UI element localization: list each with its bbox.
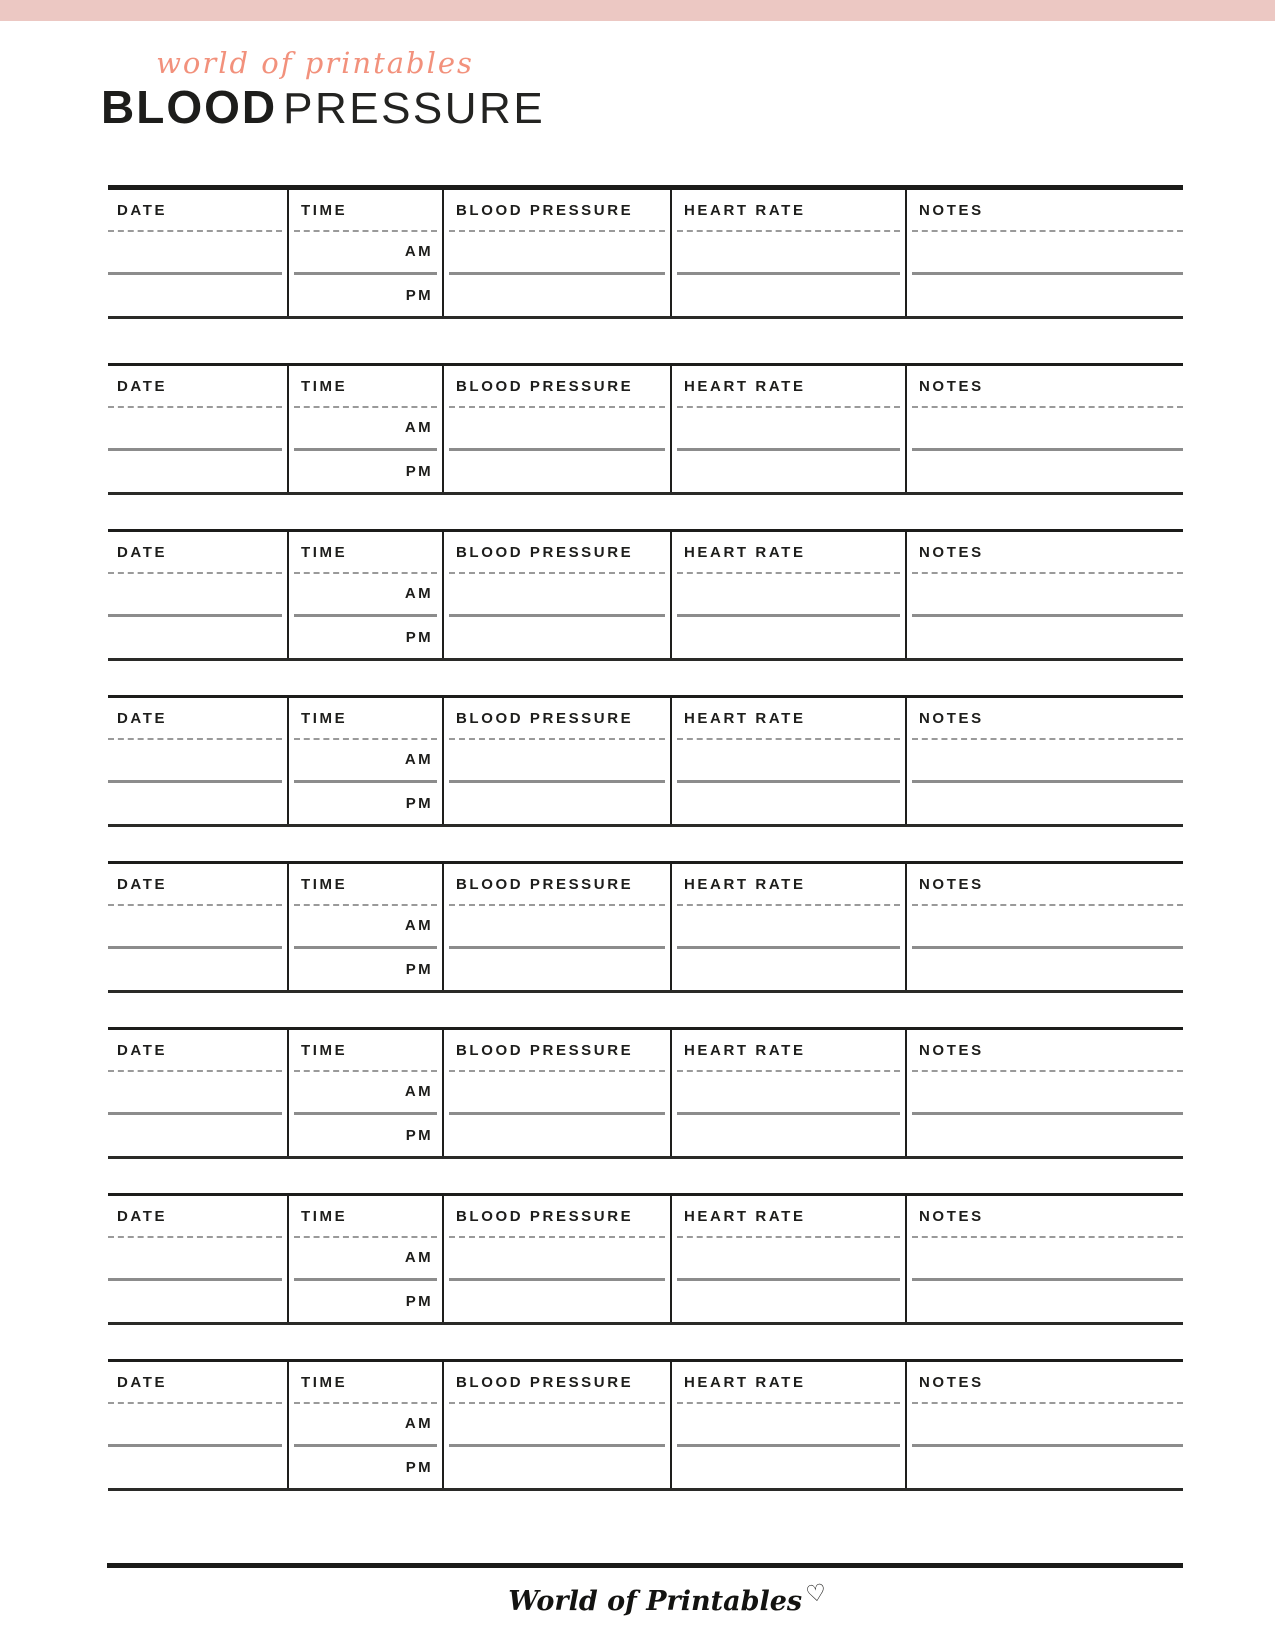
date-entry-cell <box>108 1115 287 1156</box>
heart-rate-header-cell <box>670 1362 905 1403</box>
page-title-bold: BLOOD <box>101 81 278 133</box>
pm-entry-row <box>108 783 1183 824</box>
notes-header-cell <box>905 698 1183 739</box>
am-entry-row <box>108 1403 1183 1447</box>
time-am-cell <box>287 739 442 783</box>
date-entry-cell <box>108 1071 287 1115</box>
date-header-cell <box>108 190 287 231</box>
heart-rate-header-cell <box>670 1196 905 1237</box>
column-header-row <box>108 1030 1183 1071</box>
notes-pm-entry-cell <box>905 949 1183 990</box>
am-entry-row <box>108 1237 1183 1281</box>
notes-header-cell <box>905 1196 1183 1237</box>
column-header-row <box>108 1196 1183 1237</box>
pm-label: PM <box>405 287 433 304</box>
blood-pressure-column-header: BLOOD PRESSURE <box>456 1042 634 1059</box>
date-header-cell <box>108 864 287 905</box>
time-header-cell <box>287 698 442 739</box>
heart-rate-header-cell <box>670 190 905 231</box>
heart-rate-column-header: HEART RATE <box>684 1208 806 1225</box>
bp-entry-block <box>108 1193 1183 1325</box>
bp-entry-block <box>108 1359 1183 1491</box>
notes-pm-entry-cell <box>905 275 1183 316</box>
page-title <box>101 81 546 136</box>
heart-rate-am-entry-cell <box>670 1403 905 1447</box>
blood-pressure-header-cell <box>442 1196 670 1237</box>
am-entry-row <box>108 739 1183 783</box>
time-header-cell <box>287 1196 442 1237</box>
blood-pressure-am-entry-cell <box>442 231 670 275</box>
heart-rate-column-header: HEART RATE <box>684 1374 806 1391</box>
date-entry-cell <box>108 617 287 658</box>
pm-entry-row <box>108 1281 1183 1322</box>
column-header-row <box>108 1362 1183 1403</box>
pm-label: PM <box>405 795 433 812</box>
date-column-header: DATE <box>117 1208 168 1225</box>
heart-rate-pm-entry-cell <box>670 783 905 824</box>
notes-column-header: NOTES <box>919 544 984 561</box>
time-am-cell <box>287 905 442 949</box>
date-column-header: DATE <box>117 710 168 727</box>
time-header-cell <box>287 864 442 905</box>
date-header-cell <box>108 698 287 739</box>
time-pm-cell <box>287 1281 442 1322</box>
date-header-cell <box>108 366 287 407</box>
notes-am-entry-cell <box>905 1071 1183 1115</box>
blood-pressure-am-entry-cell <box>442 1237 670 1281</box>
blood-pressure-header-cell <box>442 532 670 573</box>
am-entry-row <box>108 231 1183 275</box>
time-column-header: TIME <box>301 202 348 219</box>
date-column-header: DATE <box>117 1374 168 1391</box>
date-entry-cell <box>108 451 287 492</box>
date-entry-cell <box>108 739 287 783</box>
blood-pressure-column-header: BLOOD PRESSURE <box>456 1374 634 1391</box>
time-am-cell <box>287 573 442 617</box>
heart-rate-header-cell <box>670 532 905 573</box>
blood-pressure-pm-entry-cell <box>442 617 670 658</box>
am-label: AM <box>404 1082 433 1100</box>
time-column-header: TIME <box>301 876 348 893</box>
pm-entry-row <box>108 617 1183 658</box>
heart-rate-column-header: HEART RATE <box>684 544 806 561</box>
date-entry-cell <box>108 949 287 990</box>
blood-pressure-pm-entry-cell <box>442 783 670 824</box>
notes-column-header: NOTES <box>919 202 984 219</box>
heart-rate-header-cell <box>670 1030 905 1071</box>
notes-pm-entry-cell <box>905 617 1183 658</box>
time-column-header: TIME <box>301 1042 348 1059</box>
date-column-header: DATE <box>117 876 168 893</box>
time-am-cell <box>287 1403 442 1447</box>
blood-pressure-am-entry-cell <box>442 739 670 783</box>
blood-pressure-header-cell <box>442 698 670 739</box>
blood-pressure-header-cell <box>442 190 670 231</box>
time-pm-cell <box>287 617 442 658</box>
heart-icon: ♡ <box>804 1579 829 1609</box>
blood-pressure-column-header: BLOOD PRESSURE <box>456 710 634 727</box>
blood-pressure-column-header: BLOOD PRESSURE <box>456 378 634 395</box>
heart-rate-am-entry-cell <box>670 905 905 949</box>
date-header-cell <box>108 1362 287 1403</box>
time-header-cell <box>287 366 442 407</box>
notes-am-entry-cell <box>905 1403 1183 1447</box>
brand-script-text: world of printables <box>156 46 474 80</box>
blood-pressure-pm-entry-cell <box>442 275 670 316</box>
heart-rate-column-header: HEART RATE <box>684 710 806 727</box>
bp-entry-blocks-container <box>108 185 1183 1525</box>
heart-rate-am-entry-cell <box>670 739 905 783</box>
notes-header-cell <box>905 366 1183 407</box>
column-header-row <box>108 532 1183 573</box>
blood-pressure-header-cell <box>442 1362 670 1403</box>
time-column-header: TIME <box>301 544 348 561</box>
bp-entry-block <box>108 529 1183 661</box>
am-entry-row <box>108 407 1183 451</box>
notes-column-header: NOTES <box>919 1208 984 1225</box>
date-column-header: DATE <box>117 202 168 219</box>
blood-pressure-am-entry-cell <box>442 905 670 949</box>
date-column-header: DATE <box>117 378 168 395</box>
am-entry-row <box>108 905 1183 949</box>
time-am-cell <box>287 407 442 451</box>
time-am-cell <box>287 1071 442 1115</box>
heart-rate-am-entry-cell <box>670 1237 905 1281</box>
pm-label: PM <box>405 1127 433 1144</box>
footer-logo <box>508 1579 829 1617</box>
heart-rate-pm-entry-cell <box>670 451 905 492</box>
am-label: AM <box>404 418 433 436</box>
am-label: AM <box>404 750 433 768</box>
column-header-row <box>108 190 1183 231</box>
bp-entry-block <box>108 363 1183 495</box>
time-header-cell <box>287 1030 442 1071</box>
notes-am-entry-cell <box>905 407 1183 451</box>
column-header-row <box>108 864 1183 905</box>
notes-pm-entry-cell <box>905 783 1183 824</box>
am-entry-row <box>108 1071 1183 1115</box>
time-am-cell <box>287 231 442 275</box>
heart-rate-am-entry-cell <box>670 231 905 275</box>
blood-pressure-header-cell <box>442 1030 670 1071</box>
blood-pressure-column-header: BLOOD PRESSURE <box>456 1208 634 1225</box>
pm-label: PM <box>405 1459 433 1476</box>
pm-label: PM <box>405 1293 433 1310</box>
heart-rate-pm-entry-cell <box>670 1447 905 1488</box>
date-entry-cell <box>108 1281 287 1322</box>
pm-label: PM <box>405 629 433 646</box>
notes-am-entry-cell <box>905 1237 1183 1281</box>
bp-entry-block <box>108 1027 1183 1159</box>
notes-am-entry-cell <box>905 905 1183 949</box>
time-header-cell <box>287 532 442 573</box>
am-label: AM <box>404 916 433 934</box>
heart-rate-pm-entry-cell <box>670 1115 905 1156</box>
heart-rate-column-header: HEART RATE <box>684 378 806 395</box>
time-column-header: TIME <box>301 1374 348 1391</box>
blood-pressure-pm-entry-cell <box>442 1281 670 1322</box>
pm-entry-row <box>108 1115 1183 1156</box>
notes-header-cell <box>905 190 1183 231</box>
time-pm-cell <box>287 783 442 824</box>
notes-am-entry-cell <box>905 573 1183 617</box>
date-entry-cell <box>108 1403 287 1447</box>
pm-entry-row <box>108 275 1183 316</box>
blood-pressure-column-header: BLOOD PRESSURE <box>456 876 634 893</box>
date-column-header: DATE <box>117 544 168 561</box>
time-column-header: TIME <box>301 378 348 395</box>
blood-pressure-column-header: BLOOD PRESSURE <box>456 202 634 219</box>
blood-pressure-pm-entry-cell <box>442 451 670 492</box>
pm-entry-row <box>108 451 1183 492</box>
bp-entry-block <box>108 861 1183 993</box>
date-entry-cell <box>108 573 287 617</box>
time-pm-cell <box>287 1447 442 1488</box>
date-column-header: DATE <box>117 1042 168 1059</box>
heart-rate-column-header: HEART RATE <box>684 1042 806 1059</box>
time-header-cell <box>287 190 442 231</box>
time-pm-cell <box>287 949 442 990</box>
heart-rate-header-cell <box>670 698 905 739</box>
date-header-cell <box>108 532 287 573</box>
heart-rate-header-cell <box>670 366 905 407</box>
heart-rate-pm-entry-cell <box>670 275 905 316</box>
pm-label: PM <box>405 463 433 480</box>
am-label: AM <box>404 242 433 260</box>
page-title-light: PRESSURE <box>283 84 546 133</box>
time-header-cell <box>287 1362 442 1403</box>
top-accent-bar <box>0 0 1275 21</box>
am-label: AM <box>404 1248 433 1266</box>
date-entry-cell <box>108 231 287 275</box>
blood-pressure-column-header: BLOOD PRESSURE <box>456 544 634 561</box>
date-entry-cell <box>108 275 287 316</box>
time-pm-cell <box>287 451 442 492</box>
footer-logo-text: World of Printables <box>508 1586 803 1617</box>
pm-entry-row <box>108 949 1183 990</box>
column-header-row <box>108 698 1183 739</box>
notes-header-cell <box>905 1030 1183 1071</box>
notes-header-cell <box>905 532 1183 573</box>
heart-rate-am-entry-cell <box>670 573 905 617</box>
column-header-row <box>108 366 1183 407</box>
notes-column-header: NOTES <box>919 876 984 893</box>
bp-entry-block <box>108 695 1183 827</box>
blood-pressure-pm-entry-cell <box>442 1447 670 1488</box>
heart-rate-column-header: HEART RATE <box>684 202 806 219</box>
notes-column-header: NOTES <box>919 378 984 395</box>
bp-entry-block <box>108 185 1183 319</box>
pm-entry-row <box>108 1447 1183 1488</box>
heart-rate-pm-entry-cell <box>670 617 905 658</box>
notes-column-header: NOTES <box>919 710 984 727</box>
notes-pm-entry-cell <box>905 1281 1183 1322</box>
heart-rate-pm-entry-cell <box>670 1281 905 1322</box>
notes-pm-entry-cell <box>905 451 1183 492</box>
heart-rate-am-entry-cell <box>670 407 905 451</box>
heart-rate-am-entry-cell <box>670 1071 905 1115</box>
notes-pm-entry-cell <box>905 1115 1183 1156</box>
blood-pressure-am-entry-cell <box>442 1403 670 1447</box>
date-entry-cell <box>108 1447 287 1488</box>
time-am-cell <box>287 1237 442 1281</box>
pm-label: PM <box>405 961 433 978</box>
time-column-header: TIME <box>301 1208 348 1225</box>
blood-pressure-am-entry-cell <box>442 407 670 451</box>
notes-am-entry-cell <box>905 739 1183 783</box>
time-pm-cell <box>287 1115 442 1156</box>
date-entry-cell <box>108 1237 287 1281</box>
blood-pressure-pm-entry-cell <box>442 1115 670 1156</box>
date-entry-cell <box>108 905 287 949</box>
am-label: AM <box>404 584 433 602</box>
notes-column-header: NOTES <box>919 1042 984 1059</box>
notes-header-cell <box>905 1362 1183 1403</box>
footer-divider <box>107 1563 1183 1568</box>
blood-pressure-am-entry-cell <box>442 573 670 617</box>
date-header-cell <box>108 1196 287 1237</box>
heart-rate-pm-entry-cell <box>670 949 905 990</box>
time-pm-cell <box>287 275 442 316</box>
notes-am-entry-cell <box>905 231 1183 275</box>
notes-header-cell <box>905 864 1183 905</box>
notes-column-header: NOTES <box>919 1374 984 1391</box>
date-entry-cell <box>108 407 287 451</box>
notes-pm-entry-cell <box>905 1447 1183 1488</box>
blood-pressure-header-cell <box>442 366 670 407</box>
heart-rate-header-cell <box>670 864 905 905</box>
heart-rate-column-header: HEART RATE <box>684 876 806 893</box>
am-label: AM <box>404 1414 433 1432</box>
date-entry-cell <box>108 783 287 824</box>
blood-pressure-am-entry-cell <box>442 1071 670 1115</box>
date-header-cell <box>108 1030 287 1071</box>
blood-pressure-header-cell <box>442 864 670 905</box>
am-entry-row <box>108 573 1183 617</box>
blood-pressure-pm-entry-cell <box>442 949 670 990</box>
time-column-header: TIME <box>301 710 348 727</box>
